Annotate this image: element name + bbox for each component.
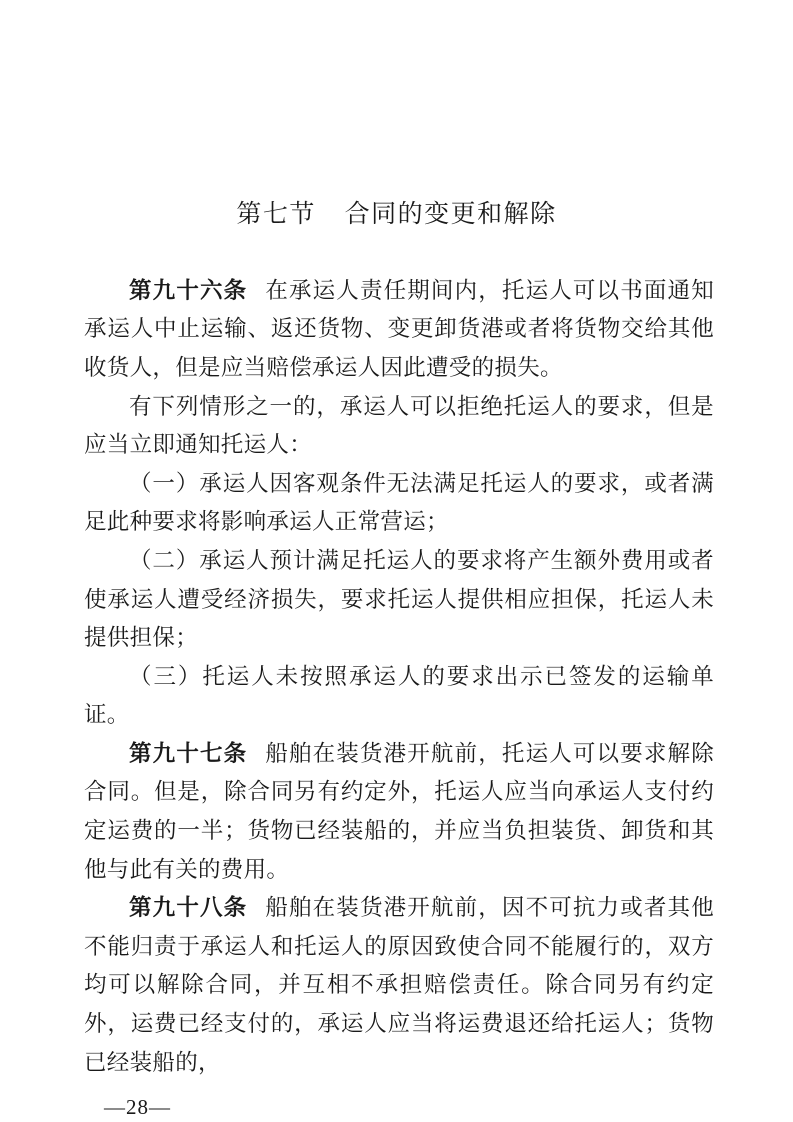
paragraph-text: （二）承运人预计满足托运人的要求将产生额外费用或者使承运人遭受经济损失，要求托运人提供相应担保，托运人未提供担保； [84,547,714,651]
paragraph [84,465,714,542]
article-number: 第九十八条 [129,895,248,921]
paragraph-text: 有下列情形之一的，承运人可以拒绝托运人的要求，但是应当立即通知托运人： [84,393,714,458]
page-number: —28— [104,1095,171,1120]
paragraph [84,889,714,1082]
section-number: 第七节 [236,200,316,228]
paragraph [84,542,714,658]
paragraph-text: 船舶在装货港开航前，因不可抗力或者其他不能归责于承运人和托运人的原因致使合同不能履行的，双方均可以解除合同，并互相不承担赔偿责任。除合同另有约定外，运费已经支付的，承运人应当将运费退还给托运人；货物已经装船的， [84,895,714,1075]
article-number: 第九十七条 [129,740,248,766]
paragraph-text: 船舶在装货港开航前，托运人可以要求解除合同。但是，除合同另有约定外，托运人应当向承运人支付约定运费的一半；货物已经装船的，并应当负担装货、卸货和其他与此有关的费用。 [84,740,714,882]
article-text-body [84,272,714,1082]
paragraph [84,388,714,465]
paragraph-text: （一）承运人因客观条件无法满足托运人的要求，或者满足此种要求将影响承运人正常营运； [84,470,714,535]
paragraph-text: 在承运人责任期间内，托运人可以书面通知承运人中止运输、返还货物、变更卸货港或者将货物交给其他收货人，但是应当赔偿承运人因此遭受的损失。 [84,277,714,380]
paragraph [84,735,714,889]
section-name: 合同的变更和解除 [344,200,557,228]
article-number: 第九十六条 [129,277,248,303]
section-title [0,17,793,230]
paragraph [84,658,714,735]
paragraph-text: （三）托运人未按照承运人的要求出示已签发的运输单证。 [84,663,714,728]
paragraph [84,272,714,388]
